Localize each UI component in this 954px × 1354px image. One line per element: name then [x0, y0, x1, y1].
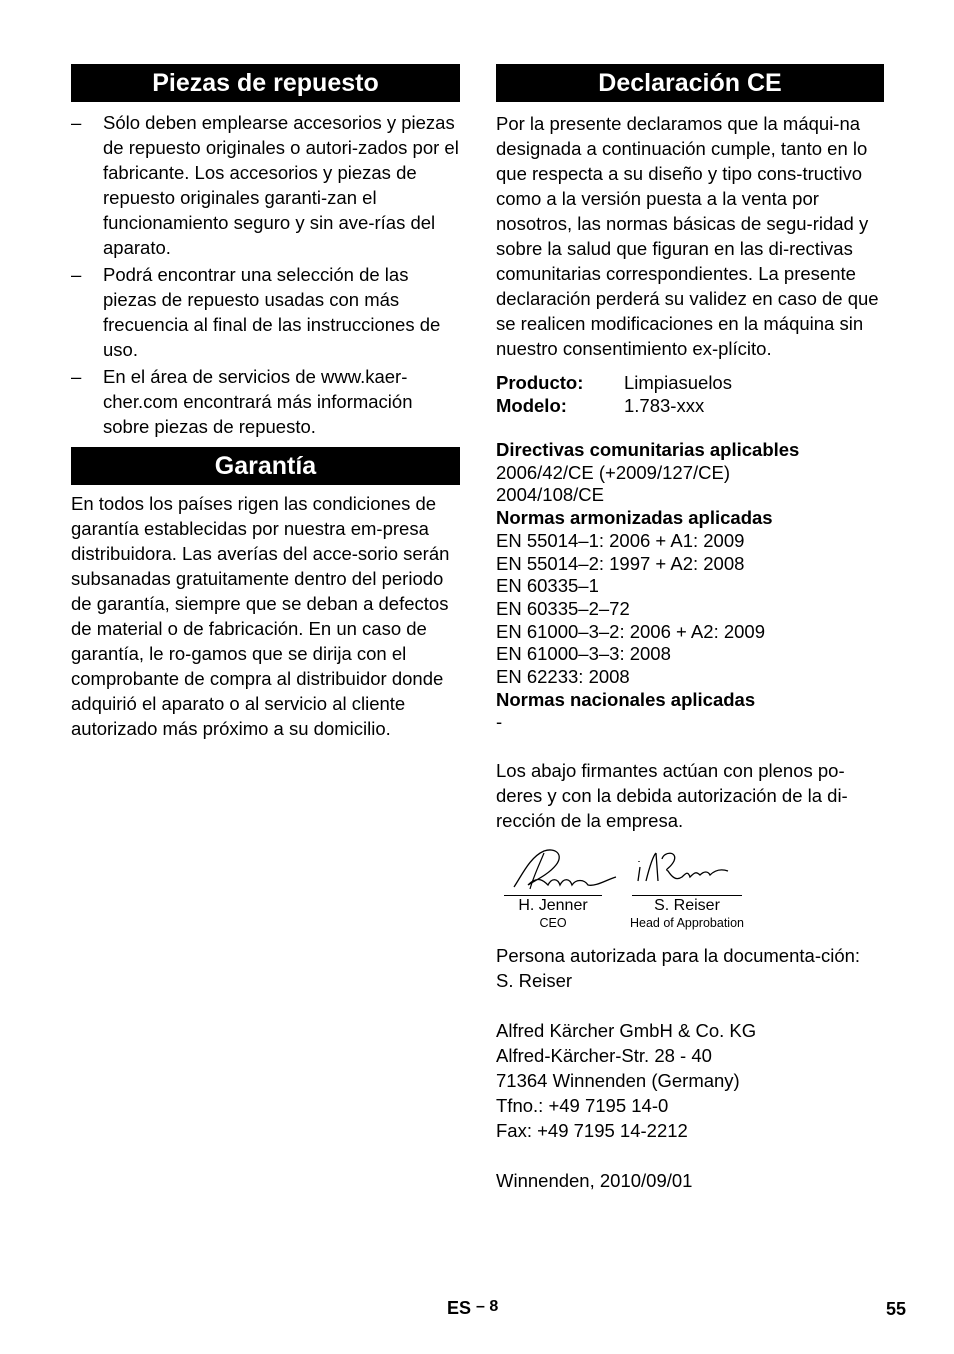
right-column [496, 64, 884, 1193]
local-page-number: – 8 [476, 1298, 499, 1315]
signature-jenner-icon [504, 845, 619, 895]
address-line: Alfred-Kärcher-Str. 28 - 40 [496, 1045, 712, 1067]
spare-parts-heading: Piezas de repuesto [71, 64, 460, 102]
standard-line: EN 62233: 2008 [496, 666, 630, 688]
signer-jenner [504, 895, 602, 932]
harmonized-heading: Normas armonizadas aplicadas [496, 507, 773, 529]
left-column [71, 64, 460, 741]
national-heading: Normas nacionales aplicadas [496, 688, 756, 710]
standard-line: EN 61000–3–2: 2006 + A2: 2009 [496, 620, 765, 642]
standards-list [496, 439, 884, 734]
standard-line: EN 60335–1 [496, 575, 599, 597]
signatories-text: Los abajo firmantes actúan con plenos po-deres y con la debida autorización de la di-rección de la empresa. [496, 760, 848, 832]
page-number: 55 [885, 1299, 906, 1319]
address-line: Tfno.: +49 7195 14-0 [496, 1095, 669, 1117]
authorized-label: Persona autorizada para la documenta-ción: [496, 945, 861, 967]
list-item: – En el área de servicios de www.kaer-cher.com encontrará más información sobre piezas de repuesto. [71, 366, 413, 437]
page-footer-local [447, 1298, 498, 1319]
standard-line: EN 60335–2–72 [496, 597, 630, 619]
directive-line: 2004/108/CE [496, 484, 605, 506]
standard-line: EN 61000–3–3: 2008 [496, 643, 671, 665]
signer-role: CEO [539, 916, 567, 931]
product-row: Producto: Limpiasuelos [496, 372, 732, 393]
signer-name: H. Jenner [518, 897, 588, 915]
signatures [496, 845, 884, 933]
warranty-heading: Garantía [71, 447, 460, 485]
language-code: ES [447, 1298, 472, 1318]
national-value: - [496, 711, 503, 733]
standard-line: EN 55014–1: 2006 + A1: 2009 [496, 529, 745, 551]
standard-line: EN 55014–2: 1997 + A2: 2008 [496, 552, 745, 574]
warranty-text: En todos los países rigen las condiciones de garantía establecidas por nuestra em-presa distribuidora. Las averías del acce-sorio serán subsanadas gratuitamente dentro del periodo de garantía, siempre que se deban a defectos de material o de fabricación. En un caso de garantía, le ro-gamos que se dirija con el comprobante de compra al distribuidor donde adquirió el aparato o al servicio al cliente autorizado más próximo a su domicilio. [71, 493, 450, 739]
authorized-name: S. Reiser [496, 970, 573, 992]
spare-parts-list [71, 110, 460, 439]
list-item: – Sólo deben emplearse accesorios y piezas de repuesto originales o autori-zados por el fabricante. Los accesorios y piezas de repuesto originales garanti-zan el funcionamiento seguro y sin ave-rías del aparato. [71, 112, 459, 258]
address-line: Fax: +49 7195 14-2212 [496, 1120, 688, 1142]
directive-line: 2006/42/CE (+2009/127/CE) [496, 461, 730, 483]
product-info [496, 371, 884, 417]
address-line: Alfred Kärcher GmbH & Co. KG [496, 1020, 757, 1042]
ce-declaration-heading: Declaración CE [496, 64, 884, 102]
declaration-intro: Por la presente declaramos que la máqui-na designada a continuación cumple, tanto en lo que respecta a su diseño y tipo cons-tructivo como a la versión puesta a la venta por nosotros, las normas básicas de segu-ridad y sobre la salud que figuran en las di-rectivas comunitarias correspondientes. La presente declaración perderá su validez en caso de que se realicen modificaciones en la máquina sin nuestro consentimiento ex-plícito. [496, 113, 879, 359]
address-line: 71364 Winnenden (Germany) [496, 1070, 740, 1092]
company-address [496, 1018, 884, 1143]
place-date: Winnenden, 2010/09/01 [496, 1170, 693, 1192]
signature-reiser-icon [634, 847, 732, 891]
signer-role: Head of Approbation [630, 916, 744, 931]
directives-heading: Directivas comunitarias aplicables [496, 439, 800, 460]
model-row: Modelo: 1.783-xxx [496, 395, 705, 416]
list-item: – Podrá encontrar una selección de las piezas de repuesto usadas con más frecuencia al final de las instrucciones de uso. [71, 264, 441, 360]
signer-name: S. Reiser [654, 897, 720, 915]
signer-reiser [620, 895, 754, 932]
